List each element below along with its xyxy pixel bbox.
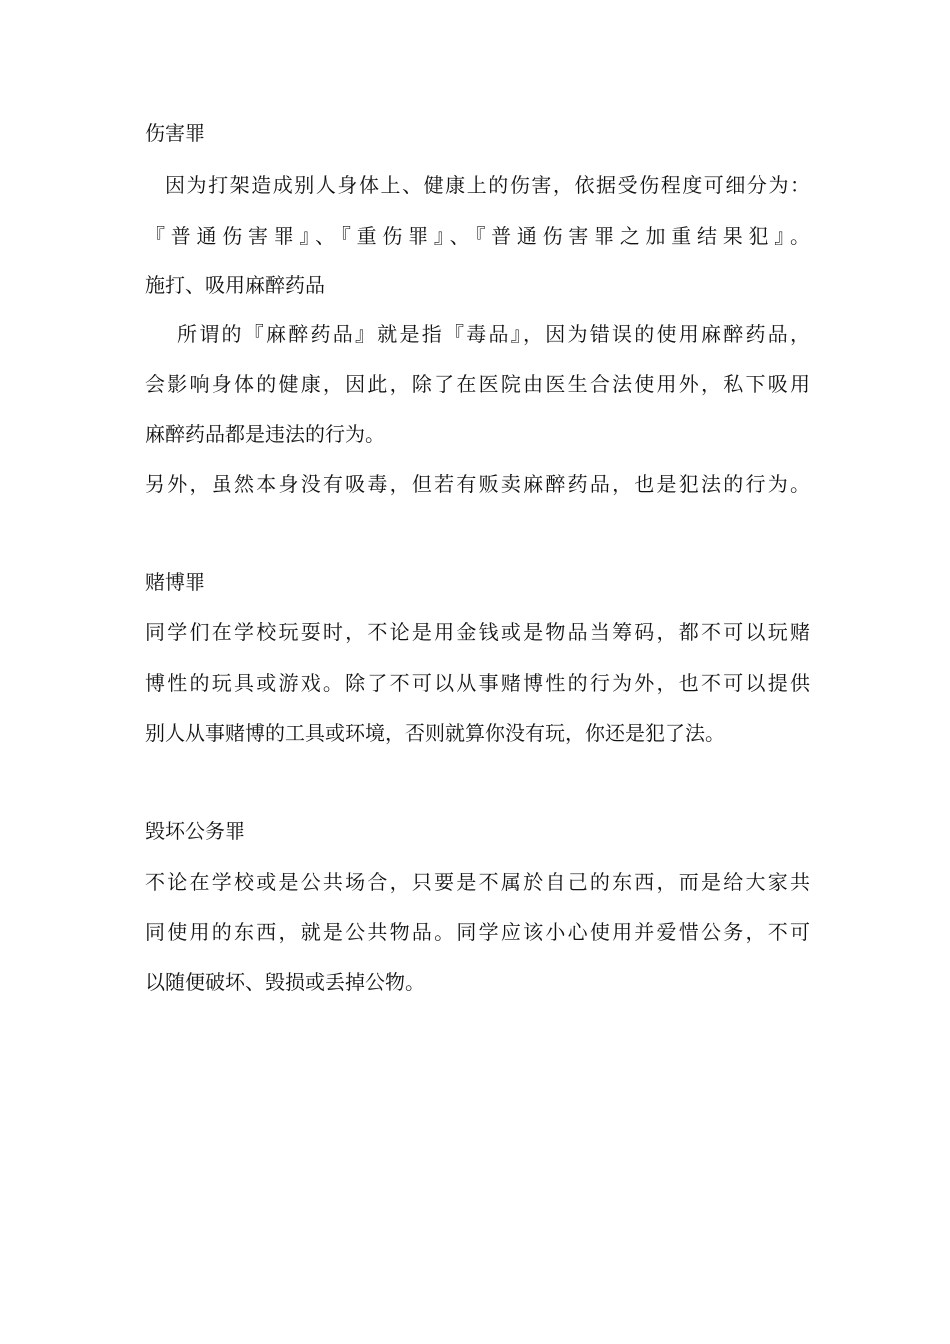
section-heading: 施打、吸用麻醉药品 xyxy=(145,273,325,297)
paragraph-line: 博性的玩具或游戏。除了不可以从事赌博性的行为外，也不可以提供 xyxy=(145,671,810,695)
section-heading: 毁坏公务罪 xyxy=(145,819,245,843)
paragraph-line: 麻醉药品都是违法的行为。 xyxy=(145,422,385,446)
paragraph-line: 别人从事赌博的工具或环境，否则就算你没有玩，你还是犯了法。 xyxy=(145,721,725,745)
paragraph-line: 会影响身体的健康，因此，除了在医院由医生合法使用外，私下吸用 xyxy=(145,372,810,396)
paragraph-line: 不论在学校或是公共场合，只要是不属於自己的东西，而是给大家共 xyxy=(145,870,810,894)
section-heading: 赌博罪 xyxy=(145,570,205,594)
paragraph-line: 另外，虽然本身没有吸毒，但若有贩卖麻醉药品，也是犯法的行为。 xyxy=(145,472,810,496)
paragraph-line: 同学们在学校玩耍时，不论是用金钱或是物品当筹码，都不可以玩赌 xyxy=(145,620,810,644)
paragraph-line: 同使用的东西，就是公共物品。同学应该小心使用并爱惜公务，不可 xyxy=(145,920,810,944)
section-heading: 伤害罪 xyxy=(145,121,205,145)
paragraph-line: 以随便破坏、毁损或丢掉公物。 xyxy=(145,970,425,994)
paragraph-line: 因为打架造成别人身体上、健康上的伤害，依据受伤程度可细分为： xyxy=(165,173,810,197)
paragraph-line: 『普通伤害罪』、『重伤罪』、『普通伤害罪之加重结果犯』。 xyxy=(145,224,810,248)
paragraph-line: 所谓的『麻醉药品』就是指『毒品』，因为错误的使用麻醉药品， xyxy=(177,322,810,346)
